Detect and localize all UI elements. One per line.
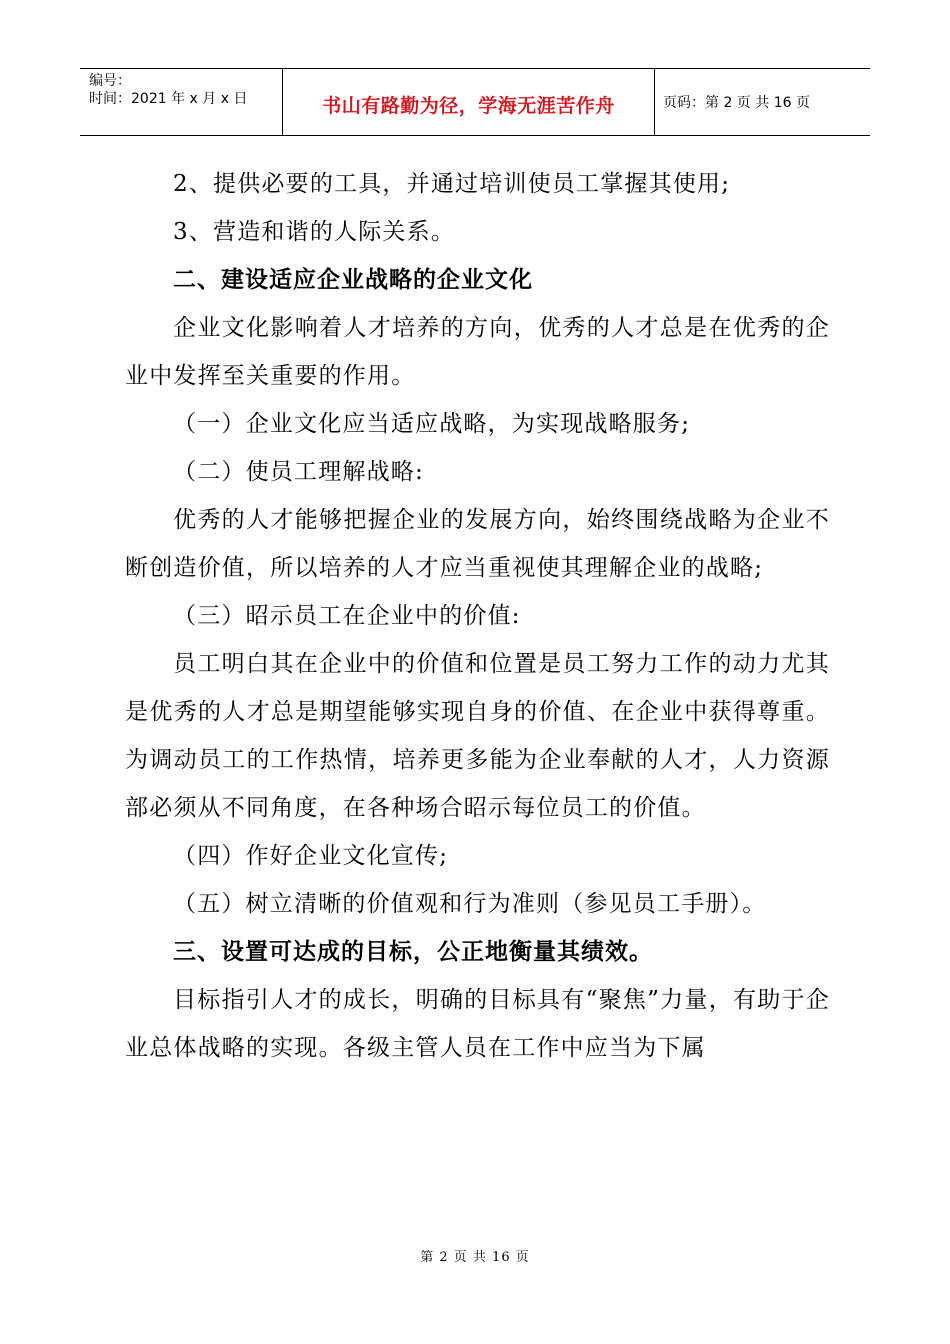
page-header xyxy=(80,68,870,136)
body-paragraph: 2、提供必要的工具，并通过培训使员工掌握其使用; xyxy=(173,171,731,197)
header-motto-cell xyxy=(283,69,655,135)
section-heading: 二、建设适应企业战略的企业文化 xyxy=(173,267,533,293)
body-paragraph: 目标指引人才的成长，明确的目标具有“聚焦”力量，有助于企业总体战略的实现。各级主管人员在工作中应当为下属 xyxy=(125,987,830,1061)
header-page-cell xyxy=(655,69,870,135)
body-paragraph: （四）作好企业文化宣传; xyxy=(173,843,449,869)
header-meta xyxy=(80,69,283,135)
footer-page-number: 第 2 页 共 16 页 xyxy=(420,1250,530,1265)
body-paragraph: （三）昭示员工在企业中的价值: xyxy=(173,603,521,629)
body-paragraph: 优秀的人才能够把握企业的发展方向，始终围绕战略为企业不断创造价值，所以培养的人才应当重视使其理解企业的战略; xyxy=(125,507,830,581)
body-paragraph: （二）使员工理解战略: xyxy=(173,459,424,485)
body-paragraph: 企业文化影响着人才培养的方向，优秀的人才总是在优秀的企业中发挥至关重要的作用。 xyxy=(125,315,830,389)
document-date-label: 时间：2021 年 x 月 x 日 xyxy=(89,91,248,107)
page-footer xyxy=(0,1246,950,1265)
header-motto: 书山有路勤为径，学海无涯苦作舟 xyxy=(322,94,615,117)
body-paragraph: 3、营造和谐的人际关系。 xyxy=(173,219,456,245)
section-heading: 三、设置可达成的目标，公正地衡量其绩效。 xyxy=(173,939,653,965)
body-paragraph: 员工明白其在企业中的价值和位置是员工努力工作的动力尤其是优秀的人才总是期望能够实现自身的价值、在企业中获得尊重。为调动员工的工作热情，培养更多能为企业奉献的人才，人力资源部必须从不同角度，在各种场合昭示每位员工的价值。 xyxy=(125,651,830,821)
body-paragraph: （一）企业文化应当适应战略，为实现战略服务; xyxy=(173,411,691,437)
body-paragraph: （五）树立清晰的价值观和行为准则（参见员工手册）。 xyxy=(173,891,767,917)
document-number-label: 编号： xyxy=(89,73,131,89)
header-page-number: 页码：第 2 页 共 16 页 xyxy=(663,95,810,111)
document-body xyxy=(125,160,830,1072)
